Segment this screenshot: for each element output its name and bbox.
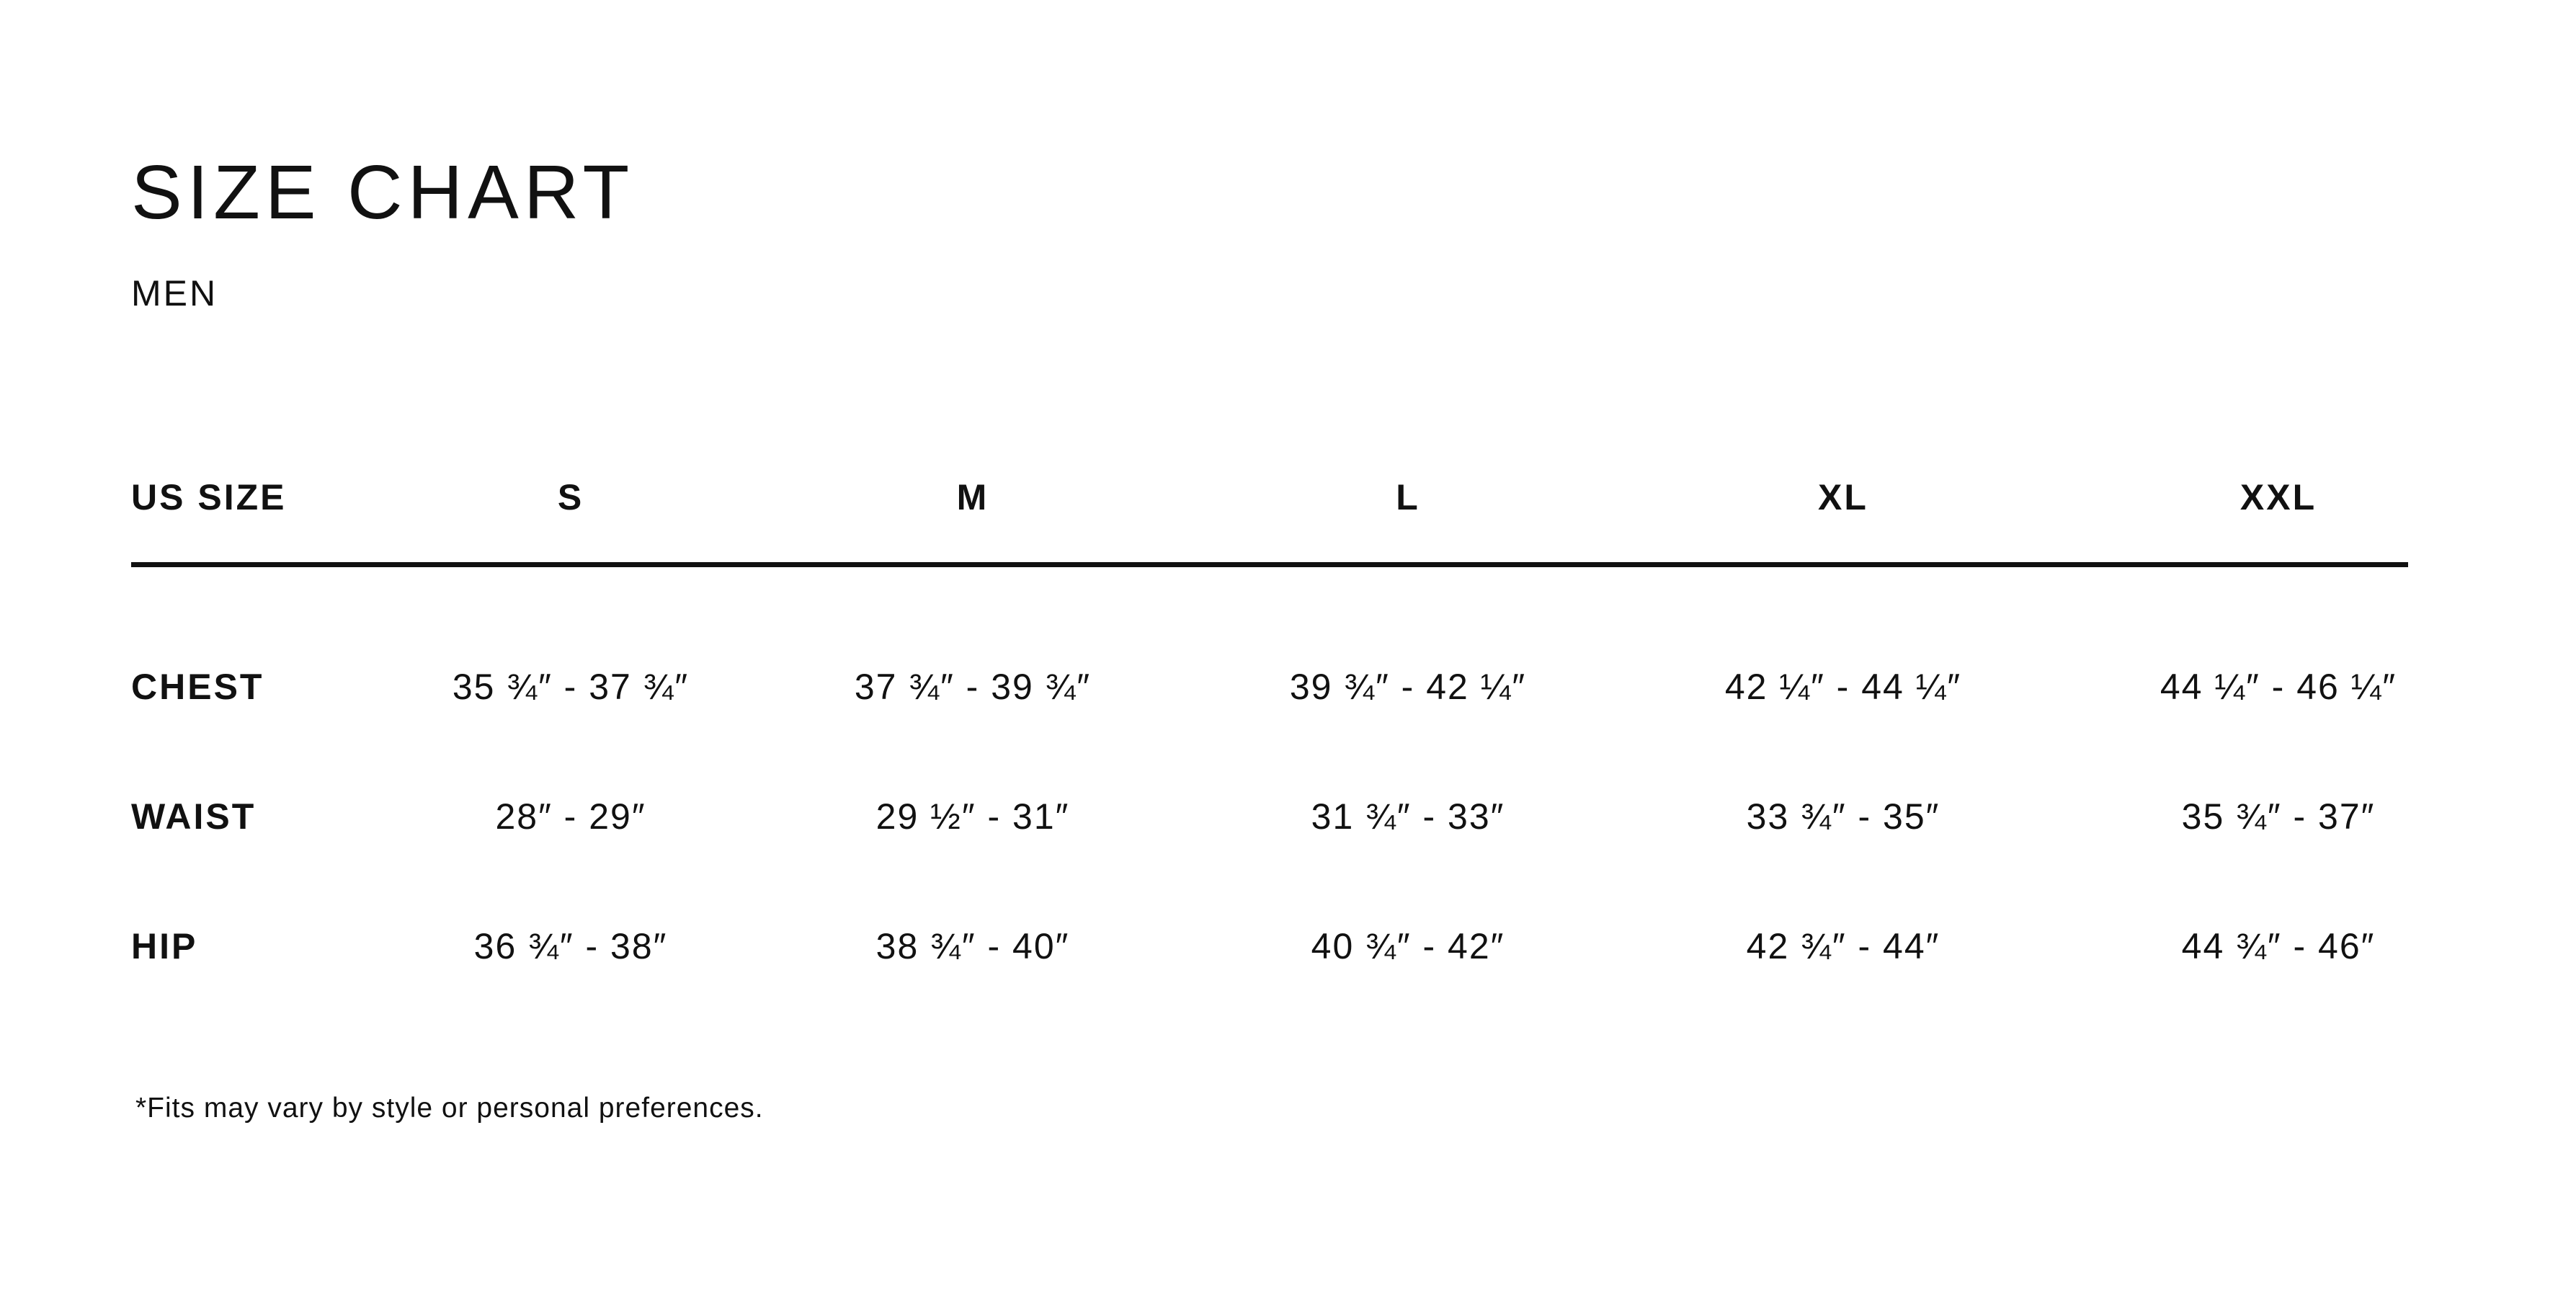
table-row-hip: [131, 881, 2408, 1011]
page-title: SIZE CHART: [131, 150, 635, 235]
size-header-m: M: [956, 477, 989, 517]
size-header-s: S: [557, 477, 584, 517]
size-header-l: L: [1396, 477, 1420, 517]
table-cell: 40 ¾″ - 42″: [1311, 926, 1505, 966]
table-cell: 29 ½″ - 31″: [875, 796, 1070, 837]
size-header-xl: XL: [1818, 477, 1868, 517]
table-cell: 44 ¼″ - 46 ¼″: [2160, 667, 2397, 707]
table-cell: 35 ¾″ - 37 ¾″: [452, 667, 690, 707]
row-label-hip: HIP: [131, 926, 198, 966]
table-cell: 39 ¾″ - 42 ¼″: [1289, 667, 1527, 707]
table-cell: 28″ - 29″: [495, 796, 646, 837]
table-cell: 42 ¾″ - 44″: [1746, 926, 1940, 966]
table-cell: 42 ¼″ - 44 ¼″: [1724, 667, 1962, 707]
header-label: US SIZE: [131, 477, 287, 517]
fit-footnote: *Fits may vary by style or personal preferences.: [135, 1093, 764, 1124]
table-cell: 33 ¾″ - 35″: [1746, 796, 1940, 837]
size-header-xxl: XXL: [2239, 477, 2317, 517]
table-cell: 35 ¾″ - 37″: [2181, 796, 2376, 837]
table-cell: 44 ¾″ - 46″: [2181, 926, 2376, 966]
table-cell: 31 ¾″ - 33″: [1311, 796, 1505, 837]
row-label-waist: WAIST: [131, 796, 257, 837]
header-divider: [131, 562, 2408, 567]
table-cell: 38 ¾″ - 40″: [875, 926, 1070, 966]
table-cell: 37 ¾″ - 39 ¾″: [854, 667, 1092, 707]
size-table: [131, 432, 2408, 1011]
row-label-chest: CHEST: [131, 667, 264, 707]
table-row-chest: [131, 622, 2408, 752]
table-cell: 36 ¾″ - 38″: [473, 926, 668, 966]
page-subtitle: MEN: [131, 273, 218, 313]
table-header-row: [131, 432, 2408, 562]
table-row-waist: [131, 752, 2408, 881]
